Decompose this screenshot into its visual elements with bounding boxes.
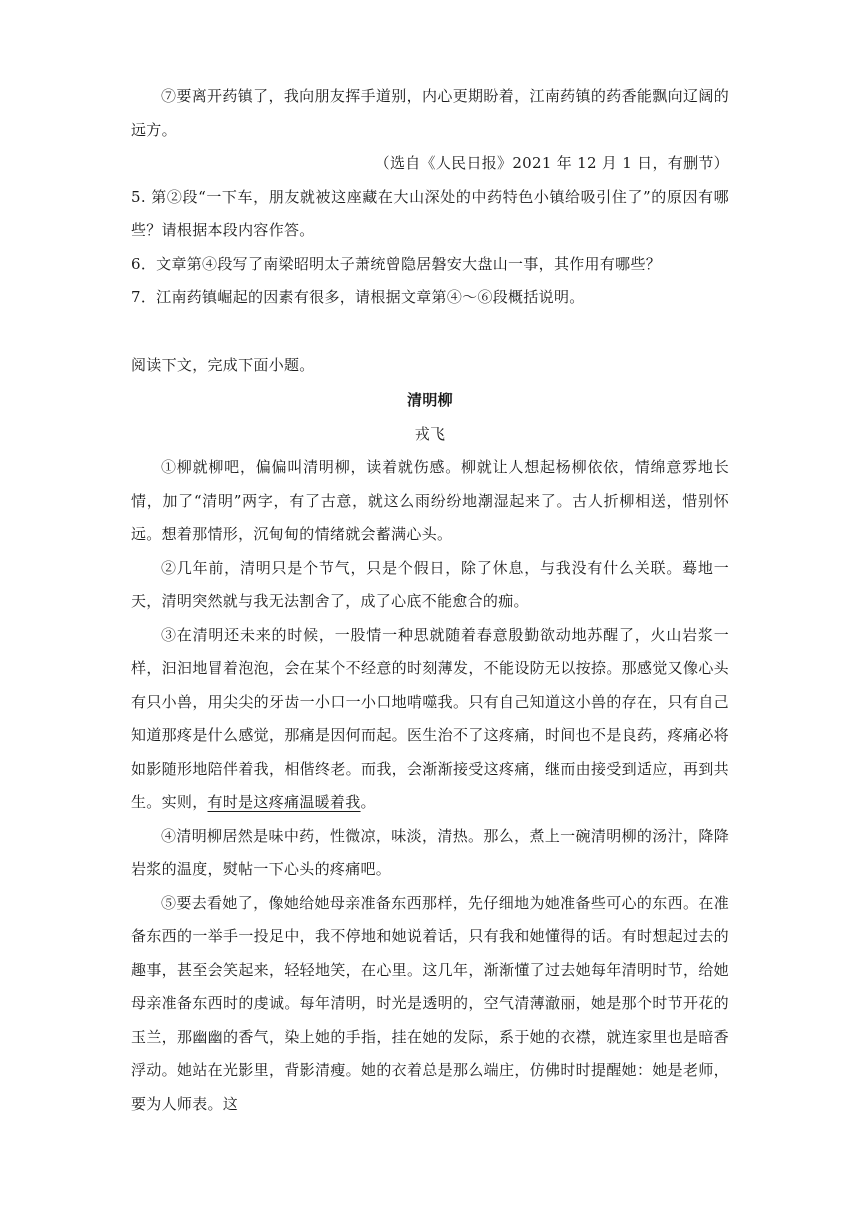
paragraph-3-text: ③在清明还未来的时候，一股情一种思就随着春意殷勤欲动地苏醒了，火山岩浆一样，汩汩地冒着泡泡，会在某个不经意的时刻薄发，不能设防无以按捺。那感觉又像心头有只小兽，用尖尖的牙齿一小口一小口地啃噬我。只有自己知道这小兽的存在，只有自己知道那疼是什么感觉，那痛是因何而起。医生治不了这疼痛，时间也不是良药，疼痛必将如影随形地陪伴着我，相偕终老。而我，会渐渐接受这疼痛，继而由接受到适应，再到共生。实则， [131, 625, 729, 811]
underlined-sentence: 有时是这疼痛温暖着我 [207, 793, 361, 811]
passage2-paragraph-4: ④清明柳居然是味中药，性微凉，味淡，清热。那么，煮上一碗清明柳的汤汁，降降岩浆的温度，熨帖一下心头的疼痛吧。 [131, 826, 729, 878]
question-5: 5. 第②段“一下车，朋友就被这座藏在大山深处的中药特色小镇给吸引住了”的原因有哪些？请根据本段内容作答。 [131, 187, 729, 239]
article-title: 清明柳 [407, 391, 453, 409]
passage2-paragraph-5: ⑤要去看她了，像她给她母亲准备东西那样，先仔细地为她准备些可心的东西。在准备东西的一举手一投足中，我不停地和她说着话，只有我和她懂得的话。有时想起过去的趣事，甚至会笑起来，轻轻地笑，在心里。这几年，渐渐懂了过去她每年清明时节，给她母亲准备东西时的虔诚。每年清明，时光是透明的，空气清薄澈丽，她是那个时节开花的玉兰，那幽幽的香气，染上她的手指，挂在她的发际，系于她的衣襟，就连家里也是暗香浮动。她站在光影里，背影清瘦。她的衣着总是那么端庄，仿佛时时提醒她：她是老师，要为人师表。这 [131, 893, 729, 1113]
passage1-paragraph-7: ⑦要离开药镇了，我向朋友挥手道别，内心更期盼着，江南药镇的药香能飘向辽阔的远方。 [131, 87, 729, 139]
article-author: 戎飞 [414, 424, 446, 443]
passage1-source: （选自《人民日报》2021 年 12 月 1 日，有删节） [374, 154, 729, 172]
passage2-paragraph-3 [131, 619, 729, 820]
reading-instruction: 阅读下文，完成下面小题。 [131, 355, 315, 374]
question-7: 7．江南药镇崛起的因素有很多，请根据文章第④～⑥段概括说明。 [131, 288, 585, 306]
passage2-paragraph-1: ①柳就柳吧，偏偏叫清明柳，读着就伤感。柳就让人想起杨柳依依，情绵意雰地长情，加了“清明”两字，有了古意，就这么雨纷纷地潮湿起来了。古人折柳相送，惜别怀远。想着那情形，沉甸甸的情绪就会蓄满心头。 [131, 458, 729, 543]
paragraph-3-end: 。 [360, 793, 376, 811]
document-content [131, 80, 729, 1121]
passage2-paragraph-2: ②几年前，清明只是个节气，只是个假日，除了休息，与我没有什么关联。蓦地一天，清明突然就与我无法割舍了，成了心底不能愈合的痂。 [131, 558, 729, 610]
question-6: 6．文章第④段写了南梁昭明太子萧统曾隐居磐安大盘山一事，其作用有哪些？ [131, 254, 662, 273]
